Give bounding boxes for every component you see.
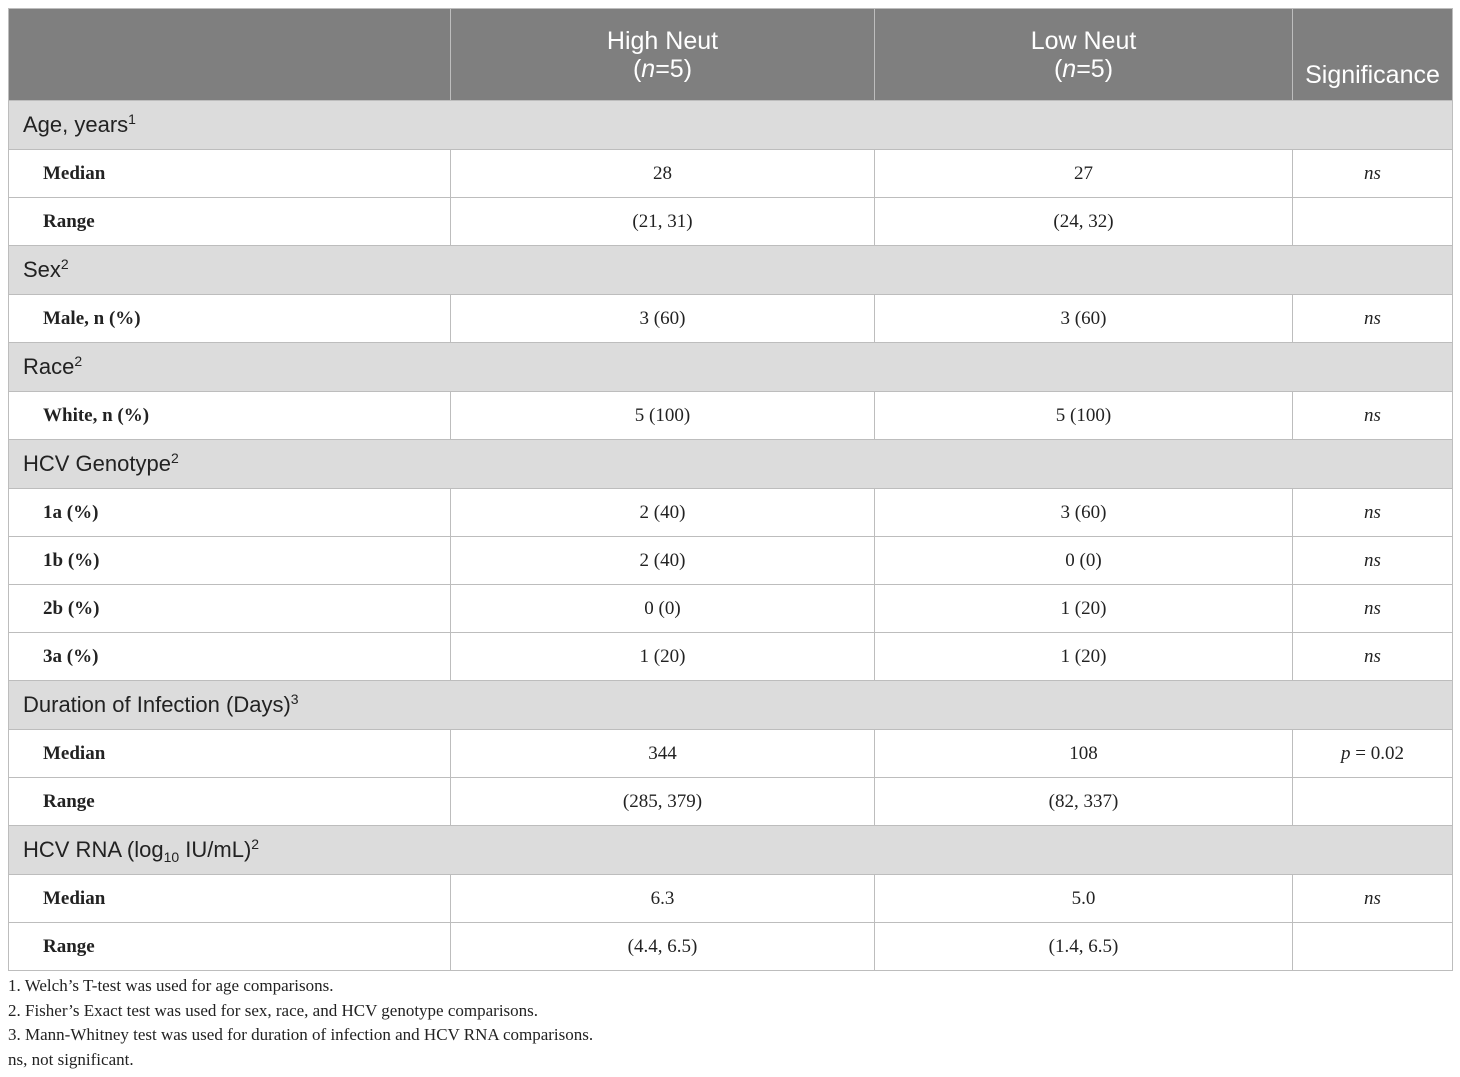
header-low-neut-title: Low Neut <box>1030 26 1137 55</box>
section-label: HCV RNA ($\log_{10}$ IU/mL)$^2$ <box>9 826 1453 875</box>
header-high-neut-title: High Neut <box>606 26 719 55</box>
footnotes <box>8 974 1452 1072</box>
section-hcv-rna <box>9 826 1453 875</box>
header-row <box>9 9 1453 101</box>
cell-low: 1 (20) <box>875 585 1293 633</box>
cell-low: (1.4, 6.5) <box>875 923 1293 971</box>
cell-significance <box>1293 778 1453 826</box>
row-label: White, n (%) <box>9 392 451 440</box>
cell-low: 27 <box>875 150 1293 198</box>
cell-high: (21, 31) <box>451 198 875 246</box>
section-genotype <box>9 440 1453 489</box>
cell-high: 6.3 <box>451 875 875 923</box>
cell-high: 0 (0) <box>451 585 875 633</box>
cell-significance: ns <box>1293 392 1453 440</box>
cell-low: 108 <box>875 730 1293 778</box>
row-label: 1a (%) <box>9 489 451 537</box>
cell-low: 1 (20) <box>875 633 1293 681</box>
header-significance: Significance <box>1293 9 1453 101</box>
table-row <box>9 489 1453 537</box>
cell-significance: ns <box>1293 875 1453 923</box>
section-sex <box>9 246 1453 295</box>
footnote: 1. Welch’s T-test was used for age comparisons. <box>8 976 334 995</box>
section-label: Age, years$^1$ <box>9 101 1453 150</box>
header-high-neut: High Neut (n=5) <box>451 9 875 101</box>
cell-significance: ns <box>1293 633 1453 681</box>
table-container <box>8 8 1452 971</box>
cell-significance: ns <box>1293 537 1453 585</box>
cell-low: (82, 337) <box>875 778 1293 826</box>
table-row <box>9 730 1453 778</box>
cell-high: (285, 379) <box>451 778 875 826</box>
section-age <box>9 101 1453 150</box>
cell-low: (24, 32) <box>875 198 1293 246</box>
table-row <box>9 198 1453 246</box>
row-label: Male, n (%) <box>9 295 451 343</box>
section-duration <box>9 681 1453 730</box>
cell-high: 2 (40) <box>451 537 875 585</box>
table-row <box>9 537 1453 585</box>
cell-significance <box>1293 198 1453 246</box>
table-row <box>9 778 1453 826</box>
cell-significance <box>1293 923 1453 971</box>
row-label: 2b (%) <box>9 585 451 633</box>
section-label: HCV Genotype$^2$ <box>9 440 1453 489</box>
footnote: 2. Fisher’s Exact test was used for sex, race, and HCV genotype comparisons. <box>8 1000 539 1020</box>
cell-significance: p = 0.02 <box>1293 730 1453 778</box>
section-label: Duration of Infection (Days)$^3$ <box>9 681 1453 730</box>
table-row <box>9 875 1453 923</box>
cell-high: 344 <box>451 730 875 778</box>
table-row <box>9 633 1453 681</box>
table-row <box>9 295 1453 343</box>
table-row <box>9 150 1453 198</box>
cell-high: 28 <box>451 150 875 198</box>
cell-high: (4.4, 6.5) <box>451 923 875 971</box>
cell-low: 5.0 <box>875 875 1293 923</box>
cell-low: 3 (60) <box>875 489 1293 537</box>
table-row <box>9 585 1453 633</box>
section-race <box>9 343 1453 392</box>
row-label: Median <box>9 150 451 198</box>
cell-high: 5 (100) <box>451 392 875 440</box>
cell-significance: ns <box>1293 585 1453 633</box>
header-low-neut: Low Neut (n=5) <box>875 9 1293 101</box>
cell-significance: ns <box>1293 295 1453 343</box>
row-label: Range <box>9 778 451 826</box>
demographics-table <box>8 8 1453 971</box>
row-label: 3a (%) <box>9 633 451 681</box>
footnote: ns, not significant. <box>8 1049 134 1069</box>
cell-low: 3 (60) <box>875 295 1293 343</box>
table-row <box>9 392 1453 440</box>
row-label: Median <box>9 730 451 778</box>
cell-significance: ns <box>1293 150 1453 198</box>
header-empty-cell <box>9 9 451 101</box>
cell-high: 3 (60) <box>451 295 875 343</box>
cell-significance: ns <box>1293 489 1453 537</box>
row-label: Range <box>9 923 451 971</box>
section-label: Sex$^2$ <box>9 246 1453 295</box>
cell-low: 5 (100) <box>875 392 1293 440</box>
table-row <box>9 923 1453 971</box>
cell-high: 2 (40) <box>451 489 875 537</box>
cell-high: 1 (20) <box>451 633 875 681</box>
row-label: Median <box>9 875 451 923</box>
footnote: 3. Mann-Whitney test was used for duration of infection and HCV RNA comparisons. <box>8 1025 594 1044</box>
row-label: 1b (%) <box>9 537 451 585</box>
section-label: Race$^2$ <box>9 343 1453 392</box>
row-label: Range <box>9 198 451 246</box>
cell-low: 0 (0) <box>875 537 1293 585</box>
